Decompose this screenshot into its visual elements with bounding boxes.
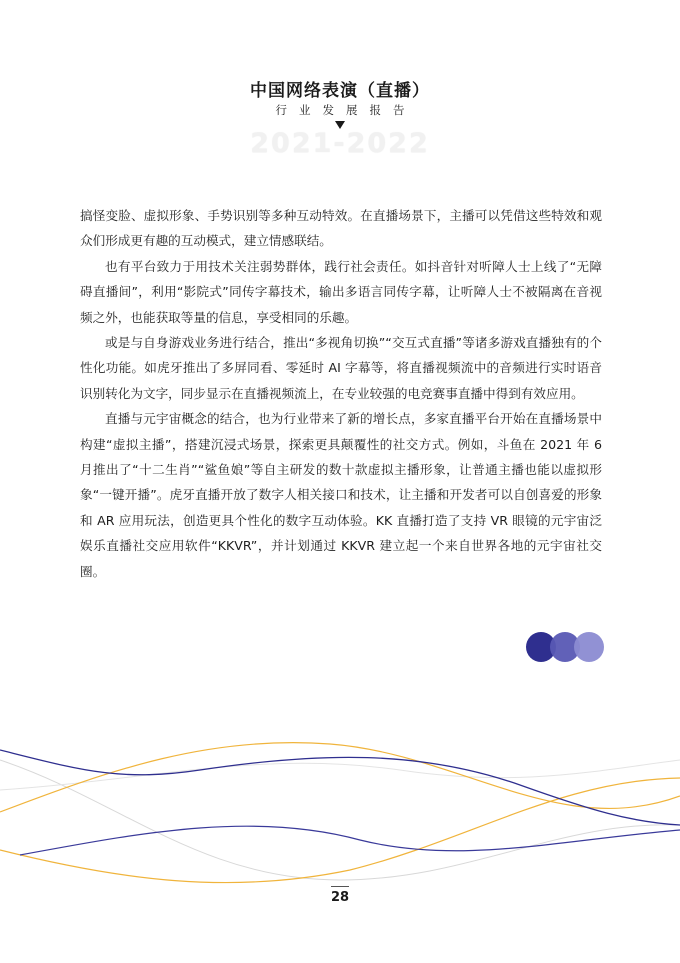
page-number: 28 (330, 890, 350, 905)
blue-wave-line-2 (20, 826, 680, 855)
blue-wave-line (0, 750, 680, 825)
gold-wave-line (0, 743, 680, 812)
report-title: 中国网络表演（直播） (250, 81, 430, 101)
report-years: 2021-2022 (250, 128, 430, 159)
page-number-rule (331, 886, 349, 887)
report-subtitle: 行业发展报告 (275, 103, 417, 117)
body-text (80, 203, 602, 584)
decorative-waves (0, 730, 680, 900)
paragraph-1: 搞怪变脸、虚拟形象、手势识别等多种互动特效。在直播场景下，主播可以凭借这些特效和观众们形成更有趣的互动模式，建立情感联结。 (80, 208, 602, 249)
circle-light-icon (574, 632, 604, 662)
paragraph-2: 也有平台致力于用技术关注弱势群体，践行社会责任。如抖音针对听障人士上线了“无障碍直播间”，利用“影院式”同传字幕技术，输出多语言同传字幕，让听障人士不被隔离在音视频之外，也能获取等量的信息，享受相同的乐趣。 (80, 258, 602, 325)
paragraph-4: 直播与元宇宙概念的结合，也为行业带来了新的增长点，多家直播平台开始在直播场景中构建“虚拟主播”，搭建沉浸式场景，探索更具颠覆性的社交方式。例如，斗鱼在 2021 年 6 月推出了“十二生肖”“鲨鱼娘”等自主研发的数十款虚拟主播形象，让普通主播也能以虚拟形象“一键开播”。虎牙直播开放了数字人相关接口和技术，让主播和开发者可以自创喜爱的形象和 AR 应用玩法，创造更具个性化的数字互动体验。KK 直播打造了支持 VR 眼镜的元宇宙泛娱乐直播社交应用软件“KKVR”，并计划通过 KKVR 建立起一个来自世界各地的元宇宙社交圈。 (80, 411, 602, 579)
decorative-circles (526, 632, 606, 664)
paragraph-3: 或是与自身游戏业务进行结合，推出“多视角切换”“交互式直播”等诸多游戏直播独有的个性化功能。如虎牙推出了多屏同看、零延时 AI 字幕等，将直播视频流中的音频进行实时语音识别转化为文字，同步显示在直播视频流上，在专业较强的电竞赛事直播中得到有效应用。 (80, 335, 602, 401)
grey-wave-line (0, 760, 680, 880)
gold-wave-line-2 (0, 778, 680, 883)
